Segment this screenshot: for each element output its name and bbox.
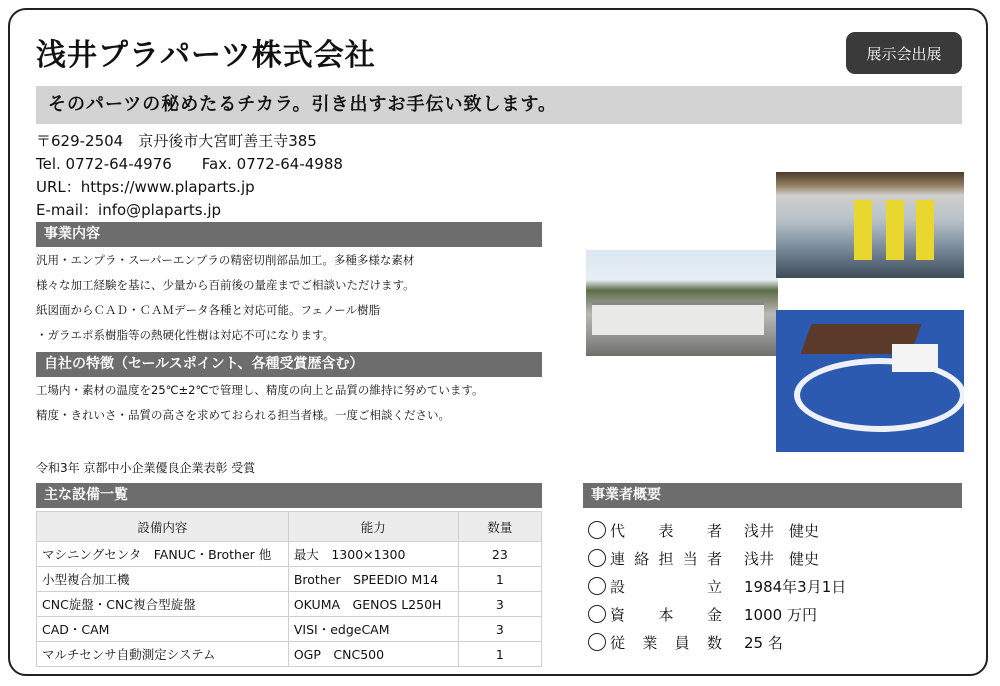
profile-label: 従業員数	[610, 634, 722, 652]
equipment-table	[36, 511, 542, 667]
profile-row	[588, 576, 846, 597]
equipment-name: CAD・CAM	[37, 617, 289, 642]
equipment-capacity: OGP CNC500	[288, 642, 458, 667]
machined-parts-photo	[776, 310, 964, 452]
factory-exterior-photo	[586, 250, 778, 356]
equipment-heading: 主な設備一覧	[36, 483, 542, 508]
equipment-qty: 3	[458, 617, 541, 642]
features-line: 工場内・素材の温度を25℃±2℃で管理し、精度の向上と品質の維持に努めています。	[36, 383, 484, 397]
equipment-capacity: VISI・edgeCAM	[288, 617, 458, 642]
profile-value: 1984年3月1日	[744, 578, 847, 596]
tagline: そのパーツの秘めたるチカラ。引き出すお手伝い致します。	[36, 86, 962, 124]
equipment-qty: 23	[458, 542, 541, 567]
profile-row	[588, 548, 819, 569]
profile-row	[588, 520, 819, 541]
business-line: 様々な加工経験を基に、少量から百前後の量産までご相談いただけます。	[36, 278, 415, 292]
company-name: 浅井プラパーツ株式会社	[36, 38, 376, 73]
business-line: ・ガラエポ系樹脂等の熱硬化性樹は対応不可になります。	[36, 328, 335, 342]
column-header: 能力	[288, 512, 458, 542]
equipment-name: CNC旋盤・CNC複合型旋盤	[37, 592, 289, 617]
circle-icon	[588, 549, 606, 567]
tel-fax: Tel. 0772-64-4976 Fax. 0772-64-4988	[36, 155, 343, 173]
features-heading: 自社の特徴（セールスポイント、各種受賞歴含む）	[36, 352, 542, 377]
circle-icon	[588, 633, 606, 651]
table-row	[37, 592, 542, 617]
table-row	[37, 542, 542, 567]
exhibition-badge[interactable]: 展示会出展	[846, 32, 962, 74]
business-line: 汎用・エンプラ・スーパーエンプラの精密切削部品加工。多種多様な素材	[36, 253, 415, 267]
profile-value: 浅井 健史	[744, 522, 820, 540]
equipment-qty: 3	[458, 592, 541, 617]
table-header-row	[37, 512, 542, 542]
equipment-name: マシニングセンタ FANUC・Brother 他	[37, 542, 289, 567]
profile-value: 25 名	[744, 634, 783, 652]
profile-label: 代表者	[610, 522, 722, 540]
factory-interior-photo	[776, 172, 964, 278]
equipment-name: 小型複合加工機	[37, 567, 289, 592]
profile-label: 資本金	[610, 606, 722, 624]
column-header: 設備内容	[37, 512, 289, 542]
business-line: 紙図面からＣＡＤ・ＣＡＭデータ各種と対応可能。フェノール樹脂	[36, 303, 381, 317]
email-link[interactable]: E-mail：info@plaparts.jp	[36, 201, 222, 219]
features-line: 精度・きれいさ・品質の高さを求めておられる担当者様。一度ご相談ください。	[36, 408, 450, 422]
website-link[interactable]: URL：https://www.plaparts.jp	[36, 178, 255, 196]
profile-heading: 事業者概要	[583, 483, 962, 508]
profile-row	[588, 632, 783, 653]
profile-row	[588, 604, 817, 625]
equipment-qty: 1	[458, 642, 541, 667]
equipment-qty: 1	[458, 567, 541, 592]
circle-icon	[588, 577, 606, 595]
equipment-capacity: Brother SPEEDIO M14	[288, 567, 458, 592]
profile-value: 浅井 健史	[744, 550, 820, 568]
circle-icon	[588, 605, 606, 623]
column-header: 数量	[458, 512, 541, 542]
equipment-capacity: OKUMA GENOS L250H	[288, 592, 458, 617]
circle-icon	[588, 521, 606, 539]
business-heading: 事業内容	[36, 222, 542, 247]
equipment-capacity: 最大 1300×1300	[288, 542, 458, 567]
table-row	[37, 617, 542, 642]
equipment-name: マルチセンサ自動測定システム	[37, 642, 289, 667]
address: 〒629-2504 京丹後市大宮町善王寺385	[36, 132, 317, 150]
table-row	[37, 567, 542, 592]
profile-label: 連絡担当者	[610, 550, 722, 568]
award-text: 令和3年 京都中小企業優良企業表彰 受賞	[36, 461, 256, 475]
profile-label: 設立	[610, 578, 722, 596]
table-row	[37, 642, 542, 667]
profile-value: 1000 万円	[744, 606, 817, 624]
